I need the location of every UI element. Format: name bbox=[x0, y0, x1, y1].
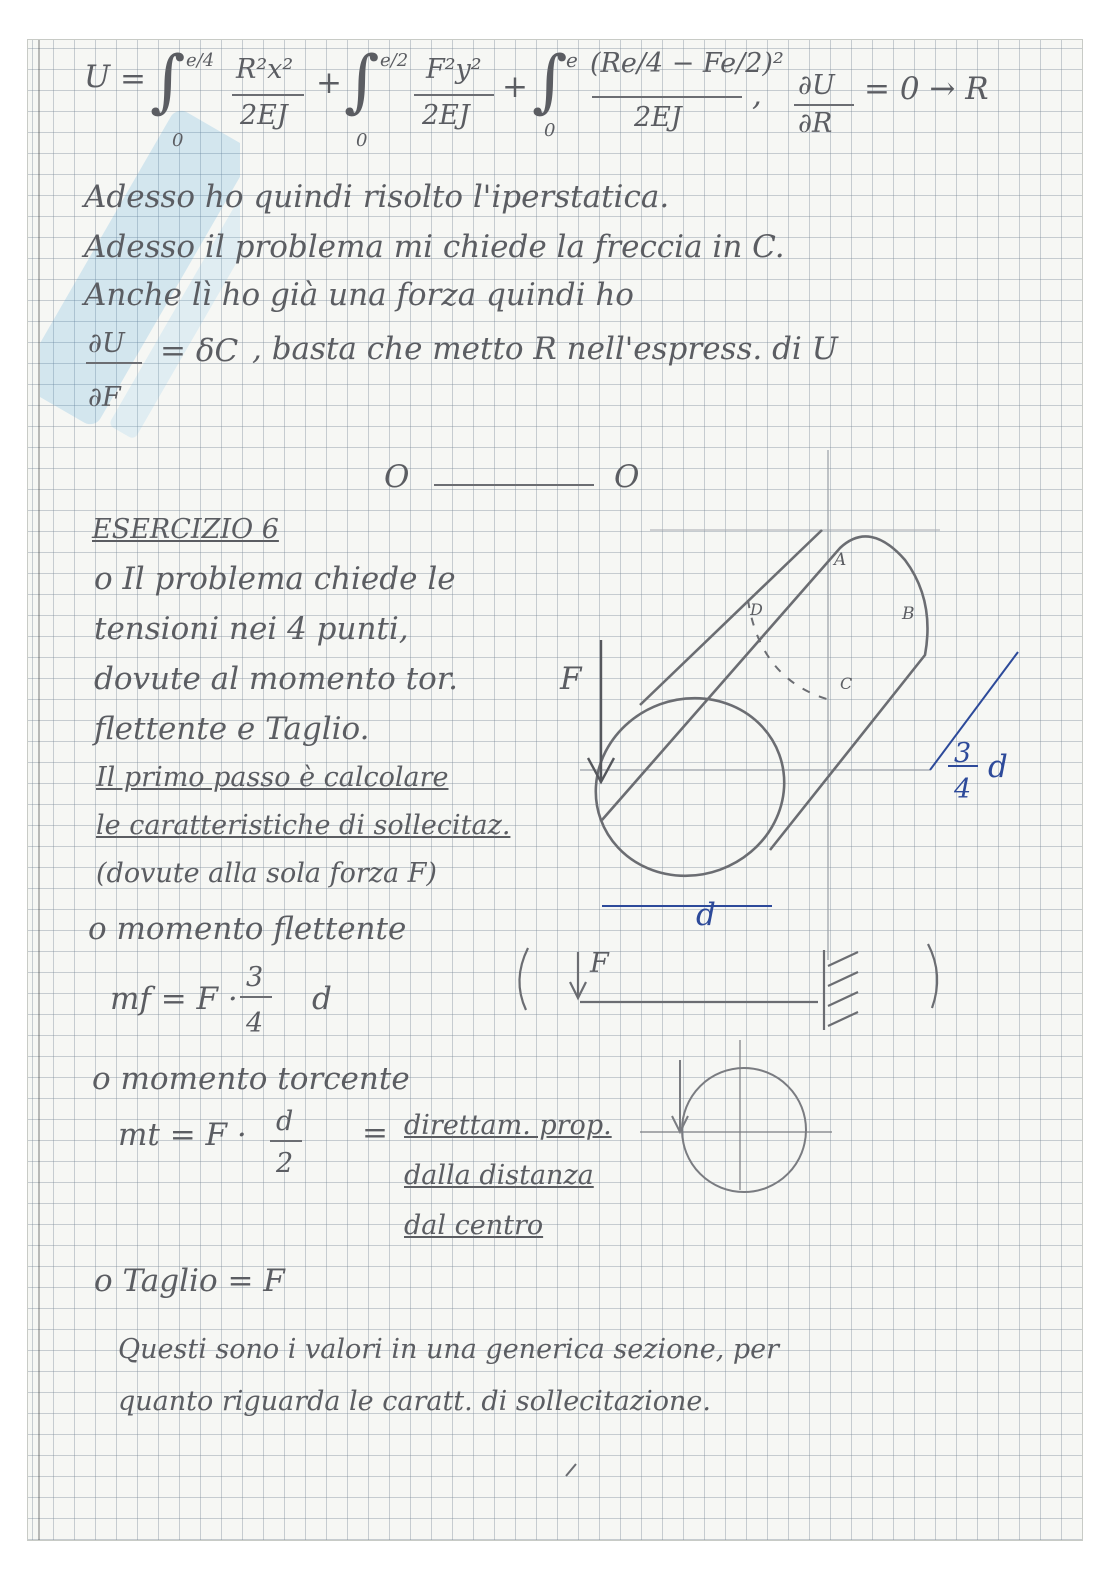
bending-label: o momento flettente bbox=[88, 911, 407, 947]
step-line-2: le caratteristiche di sollecitaz. bbox=[96, 810, 511, 841]
intro-line-4: flettente e Taglio. bbox=[94, 711, 370, 747]
dimension-var: d bbox=[988, 749, 1008, 785]
int3-numerator: (Re/4 − Fe/2)² bbox=[590, 48, 784, 79]
note-line-1: Adesso ho quindi risolto l'iperstatica. bbox=[84, 179, 670, 215]
diameter-label: d bbox=[696, 897, 716, 933]
int2-denominator: 2EJ bbox=[422, 100, 470, 131]
intro-line-3: dovute al momento tor. bbox=[94, 661, 459, 697]
integral-sign-3: ∫ bbox=[532, 42, 568, 121]
deriv-numerator: ∂U bbox=[798, 70, 835, 101]
deriv-result: = 0 → R bbox=[864, 71, 989, 107]
eq-plus-1: + bbox=[316, 65, 342, 101]
support-hatch-2 bbox=[828, 972, 858, 986]
point-d-label: D bbox=[750, 600, 763, 619]
deriv-denominator: ∂R bbox=[798, 108, 833, 139]
force-label: F bbox=[560, 661, 582, 697]
int1-upper-limit: e/4 bbox=[186, 50, 215, 71]
step-line-1: Il primo passo è calcolare bbox=[96, 762, 449, 793]
cantilever-sketch bbox=[519, 944, 937, 1030]
eq-lhs: U bbox=[84, 59, 111, 95]
beam-paren-right bbox=[928, 944, 937, 1008]
castigliano-text: , basta che metto R nell'espress. di U bbox=[252, 331, 838, 367]
closing-line-2: quanto riguarda le caratt. di sollecitazione. bbox=[118, 1386, 711, 1417]
int2-upper-limit: e/2 bbox=[380, 50, 409, 71]
int1-numerator: R²x² bbox=[236, 54, 294, 85]
integral-sign-2: ∫ bbox=[344, 42, 380, 121]
separator-left: O bbox=[384, 459, 410, 495]
torsion-frac-num: d bbox=[276, 1106, 294, 1137]
bending-lhs: mf = F · bbox=[110, 981, 238, 1017]
section-circle bbox=[682, 1068, 806, 1192]
force-arrow-cylinder bbox=[588, 640, 614, 782]
bending-frac-num: 3 bbox=[246, 962, 264, 993]
torsion-note-1: direttam. prop. bbox=[404, 1110, 612, 1141]
point-c-label: C bbox=[840, 674, 853, 693]
cylinder-drawing bbox=[571, 530, 928, 902]
note-line-3: Anche lì ho già una forza quindi ho bbox=[84, 277, 634, 313]
torsion-note-3: dal centro bbox=[404, 1210, 544, 1241]
note-line-2: Adesso il problema mi chiede la freccia in C. bbox=[84, 229, 785, 265]
dimension-den: 4 bbox=[954, 774, 972, 805]
torsion-equals: = bbox=[362, 1115, 388, 1151]
torsion-label: o momento torcente bbox=[92, 1061, 410, 1097]
castigliano-numerator: ∂U bbox=[88, 328, 125, 359]
step-line-3: (dovute alla sola forza F) bbox=[96, 858, 437, 889]
cylinder-top-edge bbox=[640, 530, 822, 705]
int3-upper-limit: e bbox=[566, 48, 578, 72]
shear-line: o Taglio = F bbox=[94, 1263, 285, 1299]
int3-denominator: 2EJ bbox=[634, 102, 682, 133]
cross-section-sketch bbox=[640, 1040, 832, 1192]
support-hatch-4 bbox=[828, 1012, 858, 1026]
support-hatch-1 bbox=[828, 952, 858, 966]
eq-comma: , bbox=[752, 77, 762, 113]
exercise-title: ESERCIZIO 6 bbox=[92, 514, 279, 545]
integral-sign-1: ∫ bbox=[150, 42, 186, 121]
bending-tail: d bbox=[312, 981, 332, 1017]
torsion-lhs: mt = F · bbox=[118, 1117, 247, 1153]
int1-denominator: 2EJ bbox=[240, 100, 288, 131]
castigliano-equals: = δC bbox=[160, 333, 239, 369]
eq-equals: = bbox=[120, 61, 146, 97]
eq-plus-2: + bbox=[502, 69, 528, 105]
torsion-note-2: dalla distanza bbox=[404, 1160, 594, 1191]
int2-lower-limit: 0 bbox=[356, 130, 368, 151]
pencil-mark bbox=[566, 1464, 576, 1476]
int1-lower-limit: 0 bbox=[172, 130, 184, 151]
intro-line-2: tensioni nei 4 punti, bbox=[94, 611, 409, 647]
dimension-num: 3 bbox=[954, 738, 972, 769]
torsion-frac-den: 2 bbox=[276, 1148, 294, 1179]
point-a-label: A bbox=[834, 550, 847, 570]
support-hatch-3 bbox=[828, 992, 858, 1006]
closing-line-1: Questi sono i valori in una generica sezione, per bbox=[118, 1334, 780, 1365]
bending-frac-den: 4 bbox=[246, 1008, 264, 1039]
intro-line-1: o Il problema chiede le bbox=[94, 561, 456, 597]
separator-right: O bbox=[614, 459, 640, 495]
point-b-label: B bbox=[902, 604, 915, 624]
castigliano-denominator: ∂F bbox=[88, 382, 121, 413]
beam-paren-left bbox=[519, 948, 528, 1010]
cylinder-front-face bbox=[571, 672, 810, 902]
int2-numerator: F²y² bbox=[426, 54, 482, 85]
int3-lower-limit: 0 bbox=[544, 120, 556, 141]
beam-force-label: F bbox=[590, 948, 609, 979]
